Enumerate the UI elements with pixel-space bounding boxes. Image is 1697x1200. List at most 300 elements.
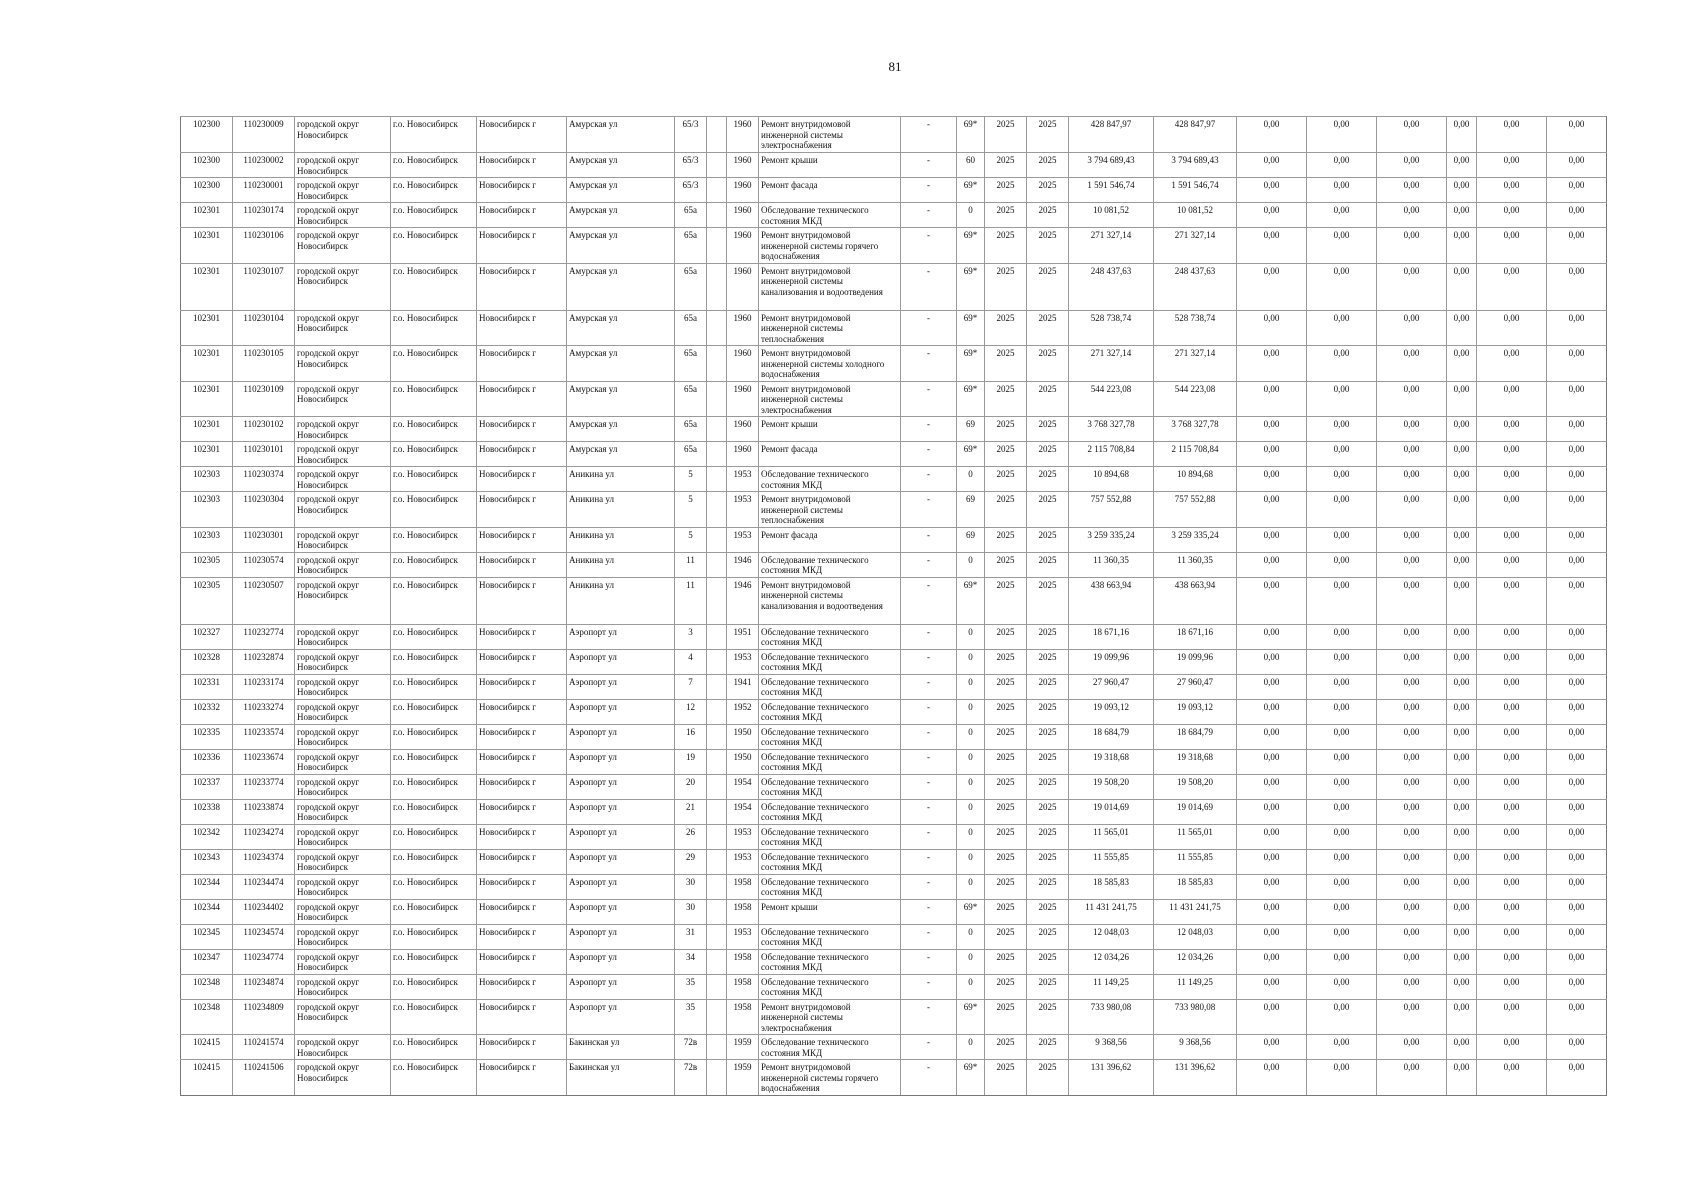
row-street: Аникина ул xyxy=(567,492,675,528)
row-value-6: 0,00 xyxy=(1547,310,1607,346)
row-build-year: 1953 xyxy=(727,649,759,674)
row-year-start: 2025 xyxy=(985,824,1027,849)
row-municipality: городской округ Новосибирск xyxy=(295,310,391,346)
row-build-year: 1953 xyxy=(727,924,759,949)
row-year-end: 2025 xyxy=(1027,552,1069,577)
table-row xyxy=(181,749,1607,774)
row-house-number: 4 xyxy=(675,649,707,674)
row-house-number: 65а xyxy=(675,417,707,442)
row-build-year: 1953 xyxy=(727,492,759,528)
row-work-type: Обследование технического состояния МКД xyxy=(759,749,901,774)
row-value-4: 0,00 xyxy=(1447,799,1477,824)
row-value-5: 0,00 xyxy=(1477,577,1547,624)
row-code: 102338 xyxy=(181,799,233,824)
row-value-4: 0,00 xyxy=(1447,1060,1477,1096)
row-work-type: Ремонт крыши xyxy=(759,899,901,924)
row-value-6: 0,00 xyxy=(1547,178,1607,203)
row-build-year: 1951 xyxy=(727,624,759,649)
row-street: Бакинская ул xyxy=(567,1060,675,1096)
row-wear-percent: 69* xyxy=(957,178,985,203)
row-city-district: г.о. Новосибирск xyxy=(391,492,477,528)
row-city-district: г.о. Новосибирск xyxy=(391,849,477,874)
row-work-type: Обследование технического состояния МКД xyxy=(759,674,901,699)
row-code: 102300 xyxy=(181,117,233,153)
row-total-cost: 428 847,97 xyxy=(1069,117,1154,153)
row-build-year: 1946 xyxy=(727,577,759,624)
row-value-3: 0,00 xyxy=(1377,228,1447,264)
row-year-end: 2025 xyxy=(1027,974,1069,999)
row-year-end: 2025 xyxy=(1027,999,1069,1035)
row-value-3: 0,00 xyxy=(1377,381,1447,417)
row-fund-cost: 18 585,83 xyxy=(1154,874,1237,899)
row-year-end: 2025 xyxy=(1027,874,1069,899)
row-code: 102301 xyxy=(181,442,233,467)
row-value-4: 0,00 xyxy=(1447,774,1477,799)
row-value-6: 0,00 xyxy=(1547,699,1607,724)
row-dash: - xyxy=(901,381,957,417)
row-settlement: Новосибирск г xyxy=(477,178,567,203)
row-settlement: Новосибирск г xyxy=(477,1060,567,1096)
row-house-number: 31 xyxy=(675,924,707,949)
row-fund-cost: 19 093,12 xyxy=(1154,699,1237,724)
row-city-district: г.о. Новосибирск xyxy=(391,674,477,699)
row-value-6: 0,00 xyxy=(1547,228,1607,264)
row-year-end: 2025 xyxy=(1027,467,1069,492)
row-empty-cell xyxy=(707,1035,727,1060)
row-value-5: 0,00 xyxy=(1477,552,1547,577)
row-build-year: 1954 xyxy=(727,799,759,824)
row-year-start: 2025 xyxy=(985,153,1027,178)
row-value-4: 0,00 xyxy=(1447,527,1477,552)
row-work-type: Ремонт внутридомовой инженерной системы электроснабжения xyxy=(759,117,901,153)
row-total-cost: 9 368,56 xyxy=(1069,1035,1154,1060)
row-settlement: Новосибирск г xyxy=(477,417,567,442)
row-empty-cell xyxy=(707,442,727,467)
row-code: 102337 xyxy=(181,774,233,799)
row-value-1: 0,00 xyxy=(1237,649,1307,674)
row-value-1: 0,00 xyxy=(1237,874,1307,899)
row-street: Аникина ул xyxy=(567,467,675,492)
row-id: 110230304 xyxy=(233,492,295,528)
row-house-number: 19 xyxy=(675,749,707,774)
row-dash: - xyxy=(901,674,957,699)
row-work-type: Обследование технического состояния МКД xyxy=(759,774,901,799)
row-settlement: Новосибирск г xyxy=(477,624,567,649)
page-number: 81 xyxy=(888,59,902,74)
row-street: Аникина ул xyxy=(567,552,675,577)
row-municipality: городской округ Новосибирск xyxy=(295,442,391,467)
row-city-district: г.о. Новосибирск xyxy=(391,899,477,924)
row-municipality: городской округ Новосибирск xyxy=(295,381,391,417)
row-municipality: городской округ Новосибирск xyxy=(295,346,391,382)
row-value-1: 0,00 xyxy=(1237,577,1307,624)
table-body xyxy=(181,117,1607,1096)
row-id: 110234874 xyxy=(233,974,295,999)
row-settlement: Новосибирск г xyxy=(477,203,567,228)
row-city-district: г.о. Новосибирск xyxy=(391,724,477,749)
row-value-4: 0,00 xyxy=(1447,924,1477,949)
row-municipality: городской округ Новосибирск xyxy=(295,924,391,949)
row-street: Аэропорт ул xyxy=(567,799,675,824)
row-wear-percent: 69 xyxy=(957,527,985,552)
row-work-type: Обследование технического состояния МКД xyxy=(759,699,901,724)
row-dash: - xyxy=(901,649,957,674)
row-fund-cost: 2 115 708,84 xyxy=(1154,442,1237,467)
row-total-cost: 27 960,47 xyxy=(1069,674,1154,699)
row-city-district: г.о. Новосибирск xyxy=(391,749,477,774)
row-year-start: 2025 xyxy=(985,381,1027,417)
table-row xyxy=(181,1060,1607,1096)
row-id: 110230101 xyxy=(233,442,295,467)
row-street: Бакинская ул xyxy=(567,1035,675,1060)
row-id: 110230174 xyxy=(233,203,295,228)
row-code: 102344 xyxy=(181,874,233,899)
row-value-5: 0,00 xyxy=(1477,117,1547,153)
row-value-4: 0,00 xyxy=(1447,203,1477,228)
row-build-year: 1960 xyxy=(727,117,759,153)
row-house-number: 20 xyxy=(675,774,707,799)
row-build-year: 1952 xyxy=(727,699,759,724)
table-row xyxy=(181,849,1607,874)
row-wear-percent: 69* xyxy=(957,442,985,467)
row-fund-cost: 19 508,20 xyxy=(1154,774,1237,799)
row-fund-cost: 11 149,25 xyxy=(1154,974,1237,999)
row-value-3: 0,00 xyxy=(1377,263,1447,310)
row-value-4: 0,00 xyxy=(1447,492,1477,528)
row-value-2: 0,00 xyxy=(1307,649,1377,674)
row-year-end: 2025 xyxy=(1027,577,1069,624)
row-value-3: 0,00 xyxy=(1377,492,1447,528)
row-year-end: 2025 xyxy=(1027,1035,1069,1060)
table-row xyxy=(181,263,1607,310)
row-work-type: Ремонт фасада xyxy=(759,178,901,203)
row-dash: - xyxy=(901,228,957,264)
row-city-district: г.о. Новосибирск xyxy=(391,346,477,382)
capital-repair-table xyxy=(180,116,1607,1096)
row-house-number: 34 xyxy=(675,949,707,974)
row-empty-cell xyxy=(707,1060,727,1096)
row-value-3: 0,00 xyxy=(1377,527,1447,552)
row-value-1: 0,00 xyxy=(1237,949,1307,974)
row-city-district: г.о. Новосибирск xyxy=(391,974,477,999)
row-dash: - xyxy=(901,310,957,346)
row-street: Аэропорт ул xyxy=(567,674,675,699)
row-year-start: 2025 xyxy=(985,117,1027,153)
row-value-4: 0,00 xyxy=(1447,552,1477,577)
row-settlement: Новосибирск г xyxy=(477,724,567,749)
row-city-district: г.о. Новосибирск xyxy=(391,999,477,1035)
row-settlement: Новосибирск г xyxy=(477,674,567,699)
row-total-cost: 733 980,08 xyxy=(1069,999,1154,1035)
row-work-type: Обследование технического состояния МКД xyxy=(759,799,901,824)
row-settlement: Новосибирск г xyxy=(477,699,567,724)
row-value-2: 0,00 xyxy=(1307,346,1377,382)
row-code: 102300 xyxy=(181,153,233,178)
row-fund-cost: 11 565,01 xyxy=(1154,824,1237,849)
row-id: 110234774 xyxy=(233,949,295,974)
row-value-2: 0,00 xyxy=(1307,974,1377,999)
row-fund-cost: 733 980,08 xyxy=(1154,999,1237,1035)
row-value-5: 0,00 xyxy=(1477,263,1547,310)
row-code: 102415 xyxy=(181,1035,233,1060)
row-value-3: 0,00 xyxy=(1377,849,1447,874)
row-street: Аэропорт ул xyxy=(567,824,675,849)
row-build-year: 1960 xyxy=(727,203,759,228)
row-value-3: 0,00 xyxy=(1377,774,1447,799)
row-code: 102303 xyxy=(181,527,233,552)
row-value-4: 0,00 xyxy=(1447,674,1477,699)
row-dash: - xyxy=(901,552,957,577)
row-house-number: 65а xyxy=(675,381,707,417)
row-street: Аэропорт ул xyxy=(567,649,675,674)
row-settlement: Новосибирск г xyxy=(477,849,567,874)
row-wear-percent: 69 xyxy=(957,492,985,528)
row-fund-cost: 544 223,08 xyxy=(1154,381,1237,417)
row-year-start: 2025 xyxy=(985,467,1027,492)
row-municipality: городской округ Новосибирск xyxy=(295,749,391,774)
row-build-year: 1953 xyxy=(727,849,759,874)
row-value-6: 0,00 xyxy=(1547,346,1607,382)
row-year-start: 2025 xyxy=(985,774,1027,799)
row-empty-cell xyxy=(707,899,727,924)
row-value-5: 0,00 xyxy=(1477,346,1547,382)
row-empty-cell xyxy=(707,724,727,749)
row-value-1: 0,00 xyxy=(1237,624,1307,649)
row-total-cost: 544 223,08 xyxy=(1069,381,1154,417)
row-year-start: 2025 xyxy=(985,442,1027,467)
row-total-cost: 3 794 689,43 xyxy=(1069,153,1154,178)
row-value-4: 0,00 xyxy=(1447,824,1477,849)
row-year-start: 2025 xyxy=(985,974,1027,999)
row-work-type: Ремонт фасада xyxy=(759,442,901,467)
row-value-3: 0,00 xyxy=(1377,999,1447,1035)
row-value-2: 0,00 xyxy=(1307,527,1377,552)
row-work-type: Ремонт крыши xyxy=(759,153,901,178)
row-wear-percent: 0 xyxy=(957,699,985,724)
row-year-start: 2025 xyxy=(985,899,1027,924)
row-build-year: 1960 xyxy=(727,228,759,264)
row-work-type: Обследование технического состояния МКД xyxy=(759,203,901,228)
row-dash: - xyxy=(901,417,957,442)
row-id: 110232874 xyxy=(233,649,295,674)
table-row xyxy=(181,153,1607,178)
row-fund-cost: 27 960,47 xyxy=(1154,674,1237,699)
row-street: Амурская ул xyxy=(567,153,675,178)
row-dash: - xyxy=(901,203,957,228)
row-value-1: 0,00 xyxy=(1237,552,1307,577)
row-year-end: 2025 xyxy=(1027,824,1069,849)
row-total-cost: 2 115 708,84 xyxy=(1069,442,1154,467)
row-build-year: 1958 xyxy=(727,874,759,899)
row-dash: - xyxy=(901,724,957,749)
row-fund-cost: 10 894,68 xyxy=(1154,467,1237,492)
row-work-type: Обследование технического состояния МКД xyxy=(759,1035,901,1060)
row-wear-percent: 0 xyxy=(957,824,985,849)
row-value-4: 0,00 xyxy=(1447,899,1477,924)
row-code: 102301 xyxy=(181,203,233,228)
row-total-cost: 757 552,88 xyxy=(1069,492,1154,528)
row-work-type: Ремонт внутридомовой инженерной системы горячего водоснабжения xyxy=(759,1060,901,1096)
row-street: Аэропорт ул xyxy=(567,974,675,999)
row-value-2: 0,00 xyxy=(1307,799,1377,824)
row-id: 110230001 xyxy=(233,178,295,203)
row-dash: - xyxy=(901,774,957,799)
row-value-4: 0,00 xyxy=(1447,381,1477,417)
row-empty-cell xyxy=(707,799,727,824)
row-value-1: 0,00 xyxy=(1237,153,1307,178)
row-year-end: 2025 xyxy=(1027,203,1069,228)
row-empty-cell xyxy=(707,824,727,849)
row-year-end: 2025 xyxy=(1027,849,1069,874)
row-year-end: 2025 xyxy=(1027,263,1069,310)
row-year-end: 2025 xyxy=(1027,228,1069,264)
row-build-year: 1960 xyxy=(727,153,759,178)
row-empty-cell xyxy=(707,203,727,228)
row-code: 102344 xyxy=(181,899,233,924)
row-settlement: Новосибирск г xyxy=(477,799,567,824)
row-fund-cost: 19 318,68 xyxy=(1154,749,1237,774)
row-empty-cell xyxy=(707,749,727,774)
row-year-end: 2025 xyxy=(1027,346,1069,382)
row-value-4: 0,00 xyxy=(1447,153,1477,178)
row-work-type: Ремонт фасада xyxy=(759,527,901,552)
row-street: Амурская ул xyxy=(567,203,675,228)
row-city-district: г.о. Новосибирск xyxy=(391,417,477,442)
row-value-4: 0,00 xyxy=(1447,749,1477,774)
row-house-number: 16 xyxy=(675,724,707,749)
row-municipality: городской округ Новосибирск xyxy=(295,1035,391,1060)
row-value-2: 0,00 xyxy=(1307,442,1377,467)
row-municipality: городской округ Новосибирск xyxy=(295,674,391,699)
row-value-5: 0,00 xyxy=(1477,749,1547,774)
row-empty-cell xyxy=(707,649,727,674)
row-value-6: 0,00 xyxy=(1547,849,1607,874)
row-wear-percent: 0 xyxy=(957,924,985,949)
row-empty-cell xyxy=(707,527,727,552)
row-empty-cell xyxy=(707,924,727,949)
row-value-3: 0,00 xyxy=(1377,724,1447,749)
row-year-end: 2025 xyxy=(1027,799,1069,824)
row-empty-cell xyxy=(707,874,727,899)
row-dash: - xyxy=(901,924,957,949)
table-row xyxy=(181,824,1607,849)
row-work-type: Обследование технического состояния МКД xyxy=(759,974,901,999)
row-value-5: 0,00 xyxy=(1477,899,1547,924)
row-year-start: 2025 xyxy=(985,624,1027,649)
row-wear-percent: 0 xyxy=(957,749,985,774)
row-value-5: 0,00 xyxy=(1477,492,1547,528)
row-wear-percent: 0 xyxy=(957,799,985,824)
row-value-6: 0,00 xyxy=(1547,999,1607,1035)
row-dash: - xyxy=(901,117,957,153)
row-fund-cost: 271 327,14 xyxy=(1154,228,1237,264)
row-wear-percent: 0 xyxy=(957,552,985,577)
row-fund-cost: 19 014,69 xyxy=(1154,799,1237,824)
row-value-1: 0,00 xyxy=(1237,824,1307,849)
row-settlement: Новосибирск г xyxy=(477,749,567,774)
row-id: 110234574 xyxy=(233,924,295,949)
row-dash: - xyxy=(901,749,957,774)
row-value-5: 0,00 xyxy=(1477,774,1547,799)
row-settlement: Новосибирск г xyxy=(477,310,567,346)
table-row xyxy=(181,799,1607,824)
row-city-district: г.о. Новосибирск xyxy=(391,799,477,824)
table-row xyxy=(181,899,1607,924)
row-work-type: Ремонт внутридомовой инженерной системы горячего водоснабжения xyxy=(759,228,901,264)
row-settlement: Новосибирск г xyxy=(477,774,567,799)
row-value-4: 0,00 xyxy=(1447,577,1477,624)
row-municipality: городской округ Новосибирск xyxy=(295,624,391,649)
row-house-number: 29 xyxy=(675,849,707,874)
row-house-number: 11 xyxy=(675,577,707,624)
row-build-year: 1953 xyxy=(727,527,759,552)
row-street: Аэропорт ул xyxy=(567,949,675,974)
row-settlement: Новосибирск г xyxy=(477,442,567,467)
row-build-year: 1960 xyxy=(727,310,759,346)
row-code: 102342 xyxy=(181,824,233,849)
table-row xyxy=(181,178,1607,203)
row-fund-cost: 19 099,96 xyxy=(1154,649,1237,674)
row-code: 102301 xyxy=(181,346,233,382)
row-value-4: 0,00 xyxy=(1447,1035,1477,1060)
row-work-type: Ремонт внутридомовой инженерной системы теплоснабжения xyxy=(759,310,901,346)
row-total-cost: 271 327,14 xyxy=(1069,346,1154,382)
row-value-4: 0,00 xyxy=(1447,724,1477,749)
row-value-1: 0,00 xyxy=(1237,417,1307,442)
row-year-end: 2025 xyxy=(1027,649,1069,674)
row-city-district: г.о. Новосибирск xyxy=(391,577,477,624)
row-code: 102345 xyxy=(181,924,233,949)
row-total-cost: 11 555,85 xyxy=(1069,849,1154,874)
row-total-cost: 11 565,01 xyxy=(1069,824,1154,849)
row-value-3: 0,00 xyxy=(1377,674,1447,699)
table-row xyxy=(181,228,1607,264)
row-wear-percent: 69* xyxy=(957,263,985,310)
row-dash: - xyxy=(901,346,957,382)
row-empty-cell xyxy=(707,467,727,492)
row-municipality: городской округ Новосибирск xyxy=(295,153,391,178)
row-build-year: 1958 xyxy=(727,999,759,1035)
row-value-1: 0,00 xyxy=(1237,899,1307,924)
row-year-end: 2025 xyxy=(1027,381,1069,417)
row-house-number: 72в xyxy=(675,1060,707,1096)
row-wear-percent: 0 xyxy=(957,974,985,999)
row-value-5: 0,00 xyxy=(1477,799,1547,824)
row-city-district: г.о. Новосибирск xyxy=(391,699,477,724)
row-year-end: 2025 xyxy=(1027,527,1069,552)
row-id: 110233774 xyxy=(233,774,295,799)
row-build-year: 1959 xyxy=(727,1035,759,1060)
row-value-1: 0,00 xyxy=(1237,699,1307,724)
row-value-4: 0,00 xyxy=(1447,624,1477,649)
row-municipality: городской округ Новосибирск xyxy=(295,552,391,577)
row-id: 110234402 xyxy=(233,899,295,924)
row-value-3: 0,00 xyxy=(1377,310,1447,346)
row-build-year: 1958 xyxy=(727,949,759,974)
row-wear-percent: 0 xyxy=(957,1035,985,1060)
row-street: Амурская ул xyxy=(567,117,675,153)
row-code: 102335 xyxy=(181,724,233,749)
row-municipality: городской округ Новосибирск xyxy=(295,849,391,874)
row-value-5: 0,00 xyxy=(1477,153,1547,178)
row-wear-percent: 0 xyxy=(957,203,985,228)
row-year-end: 2025 xyxy=(1027,310,1069,346)
table-row xyxy=(181,442,1607,467)
row-city-district: г.о. Новосибирск xyxy=(391,924,477,949)
row-street: Аэропорт ул xyxy=(567,849,675,874)
row-city-district: г.о. Новосибирск xyxy=(391,774,477,799)
row-year-start: 2025 xyxy=(985,552,1027,577)
